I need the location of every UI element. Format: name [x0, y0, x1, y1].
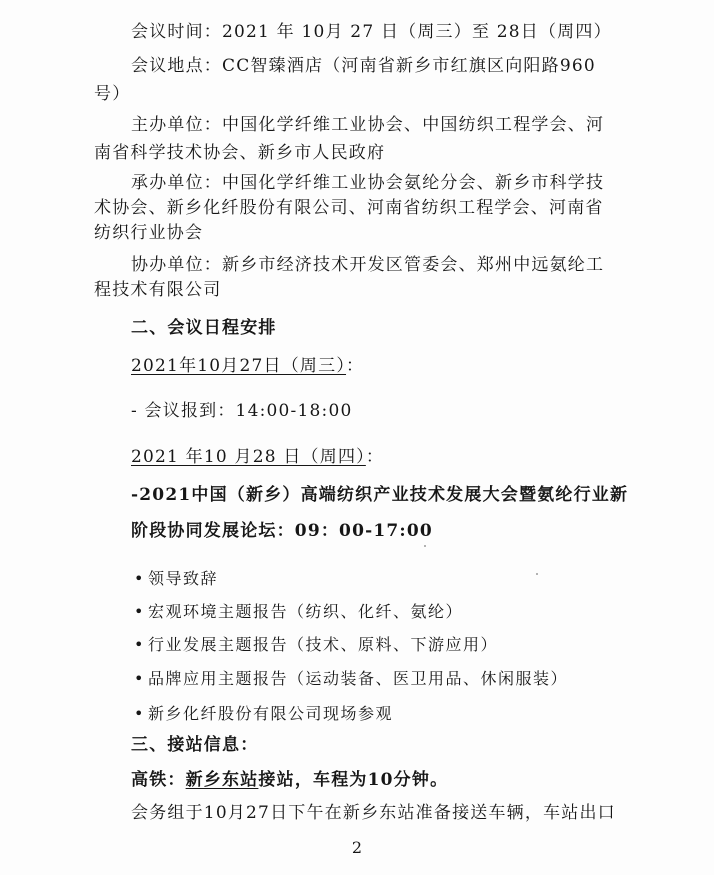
bullet-icon: • [134, 669, 145, 688]
schedule-heading: 二、会议日程安排 [131, 318, 277, 338]
meeting-venue-line1: 会议地点：CC智臻酒店（河南省新乡市红旗区向阳路960 [131, 56, 596, 76]
agenda-item: • 领导致辞 [134, 569, 219, 588]
organizer-units-line1: 承办单位：中国化学纤维工业协会氨纶分会、新乡市科学技 [131, 173, 605, 193]
rail-info [131, 769, 448, 791]
scan-speck [424, 545, 426, 547]
organizer-units-line2: 术协会、新乡化纤股份有限公司、河南省纺织工程学会、河南省 [94, 198, 604, 218]
bullet-icon: • [134, 602, 145, 621]
day2-date-line [131, 446, 384, 468]
host-units-line2: 南省科学技术协会、新乡市人民政府 [94, 143, 386, 163]
meeting-venue-line2: 号） [94, 84, 131, 104]
day1-colon: ： [346, 356, 365, 376]
page-number: 2 [351, 838, 363, 857]
transport-heading: 三、接站信息： [131, 735, 259, 755]
day1-registration: - 会议报到：14:00-18:00 [131, 401, 353, 421]
agenda-item: • 行业发展主题报告（技术、原料、下游应用） [134, 635, 499, 654]
scan-speck [536, 573, 538, 575]
forum-title-line2: 阶段协同发展论坛：09：00-17:00 [131, 521, 433, 541]
rail-suffix: 接站，车程为10分钟。 [258, 770, 449, 790]
agenda-item: • 新乡化纤股份有限公司现场参观 [134, 704, 394, 723]
day1-date: 2021年10月27日（周三） [131, 356, 347, 376]
organizer-units-line3: 纺织行业协会 [94, 223, 204, 243]
day2-date: 2021 年10 月28 日（周四） [131, 447, 366, 467]
agenda-item: • 品牌应用主题报告（运动装备、医卫用品、休闲服装） [134, 669, 569, 688]
host-units-line1: 主办单位：中国化学纤维工业协会、中国纺织工程学会、河 [131, 115, 605, 135]
bullet-icon: • [134, 704, 145, 723]
transport-note: 会务组于10月27日下午在新乡东站准备接送车辆，车站出口 [131, 803, 616, 823]
day2-colon: ： [365, 447, 385, 467]
rail-station: 新乡东站 [185, 770, 259, 790]
rail-prefix: 高铁： [131, 770, 186, 790]
forum-title-line1: -2021中国（新乡）高端纺织产业技术发展大会暨氨纶行业新 [131, 485, 629, 505]
agenda-item: • 宏观环境主题报告（纺织、化纤、氨纶） [134, 602, 464, 621]
coorganizer-units-line1: 协办单位：新乡市经济技术开发区管委会、郑州中远氨纶工 [131, 255, 605, 275]
coorganizer-units-line2: 程技术有限公司 [94, 280, 222, 300]
bullet-icon: • [134, 569, 145, 588]
day1-date-line [131, 355, 364, 377]
meeting-time: 会议时间：2021 年 10月 27 日（周三）至 28日（周四） [131, 22, 612, 42]
bullet-icon: • [134, 635, 145, 654]
